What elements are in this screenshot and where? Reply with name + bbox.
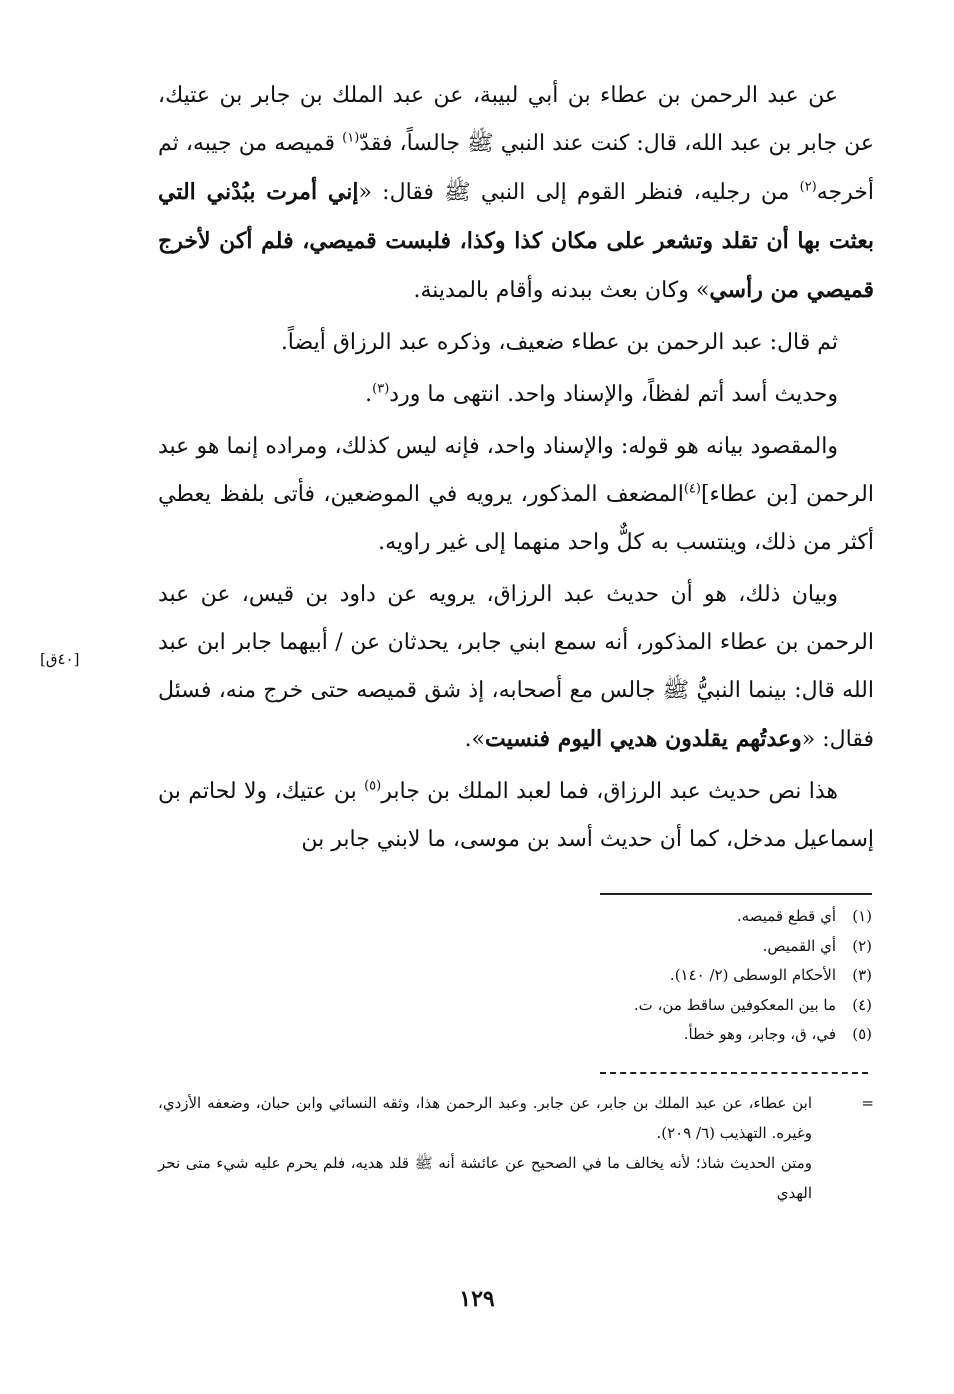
continuation-divider <box>600 1072 868 1074</box>
footnote-text: أي القميص. <box>762 936 836 955</box>
text-segment: وبيان ذلك، هو أن حديث عبد الرزاق، يرويه عن داود بن قيس، عن عبد الرحمن بن عطاء المذكور، أنه سمع ابني جابر، يحدثان عن / أبيهما جابر ابن عبد الله قال: بينما النبيُّ ﷺ جالس مع أصحابه، إذ شق قميصه حتى خرج منه، فسئل فقال: « <box>158 582 874 752</box>
page-number: ١٢٩ <box>459 1286 495 1312</box>
text-segment: قميصه من جيبه، ثم أخرجه <box>158 131 874 205</box>
paragraph-1 <box>158 72 874 315</box>
text-segment: ثم قال: عبد الرحمن بن عطاء ضعيف، وذكره عبد الرزاق أيضاً. <box>280 330 838 355</box>
continued-footnote-line: ابن عطاء، عن عبد الملك بن جابر، عن جابر. وعبد الرحمن هذا، وثقه النسائي وابن حبان، وضعفه الأزدي، وغيره. التهذيب (٦/ ٢٠٩). <box>158 1094 812 1142</box>
text-segment: ». <box>464 727 486 752</box>
text-segment: من رجليه، فنظر القوم إلى النبي ﷺ فقال: « <box>358 180 800 205</box>
hadith-quote: وعدتُهم يقلدون هديي اليوم فنسيت <box>485 726 802 752</box>
paragraph-3 <box>158 371 874 419</box>
footnotes <box>560 902 872 1050</box>
footnote-number: (٢) <box>852 936 872 955</box>
manuscript-folio-note: [٤٠ق] <box>40 650 80 668</box>
text-segment: . <box>365 382 373 407</box>
footnote-text: ما بين المعكوفين ساقط من، ت. <box>633 995 836 1014</box>
footnote-number: (٥) <box>852 1025 872 1043</box>
footnote-number: (٤) <box>852 995 872 1014</box>
paragraph-4 <box>158 423 874 567</box>
footnote-text: الأحكام الوسطى (٢/ ١٤٠). <box>669 966 836 984</box>
continued-footnote <box>158 1088 874 1208</box>
paragraph-5 <box>158 571 874 764</box>
text-segment: » وكان بعث ببدنه وأقام بالمدينة. <box>413 278 710 303</box>
continued-footnote-body <box>158 1088 812 1208</box>
text-segment: المضعف المذكور، يرويه في الموضعين، فأتى بلفظ يعطي أكثر من ذلك، وينتسب به كلٌّ واحد منهما إلى غير راويه. <box>158 482 874 555</box>
footnote-5 <box>560 1020 872 1050</box>
footnote-1 <box>560 902 872 932</box>
text-segment: وحديث أسد أتم لفظاً، والإسناد واحد. انتهى ما ورد <box>389 382 838 407</box>
footnote-divider <box>600 893 872 895</box>
footnote-text: أي قطع قميصه. <box>736 907 836 925</box>
footnote-ref: (٣) <box>372 381 390 397</box>
footnote-ref: (٥) <box>364 778 382 794</box>
footnote-ref: (٤) <box>683 481 701 497</box>
text-segment: والمقصود بيانه هو قوله: والإسناد واحد، فإنه ليس كذلك، ومراده إنما هو عبد الرحمن [بن عطاء] <box>158 434 874 507</box>
footnote-ref: (١) <box>342 130 360 146</box>
paragraph-2 <box>158 319 874 367</box>
text-segment: عن عبد الرحمن بن عطاء بن أبي لبيبة، عن عبد الملك بن جابر بن عتيك، عن جابر بن عبد الله، قال: كنت عند النبي ﷺ جالساً، فقدّ <box>158 83 874 156</box>
footnote-2 <box>560 932 872 962</box>
paragraph-6 <box>158 768 874 864</box>
footnote-ref: (٢) <box>799 179 817 195</box>
main-text <box>158 72 874 868</box>
continuation-marker: = <box>861 1094 874 1112</box>
footnote-number: (٣) <box>852 966 872 984</box>
footnote-number: (١) <box>852 907 872 925</box>
footnote-3 <box>560 961 872 991</box>
text-segment: هذا نص حديث عبد الرزاق، فما لعبد الملك بن جابر <box>381 779 839 804</box>
continued-footnote-line: ومتن الحديث شاذ؛ لأنه يخالف ما في الصحيح عن عائشة أنه ﷺ قلد هديه، فلم يحرم عليه شيء متى نحر الهدي <box>158 1154 812 1202</box>
footnote-text: في، ق، وجابر، وهو خطأ. <box>683 1025 836 1043</box>
hadith-quote: إني أمرت ببُدْني التي بعثت بها أن تقلد وتشعر على مكان كذا وكذا، فلبست قميصي، فلم أكن لأخرج قميصي من رأسي <box>158 179 874 303</box>
footnote-4 <box>560 991 872 1021</box>
text-segment: بن عتيك، ولا لحاتم بن إسماعيل مدخل، كما أن حديث أسد بن موسى، ما لابني جابر بن <box>158 779 874 852</box>
